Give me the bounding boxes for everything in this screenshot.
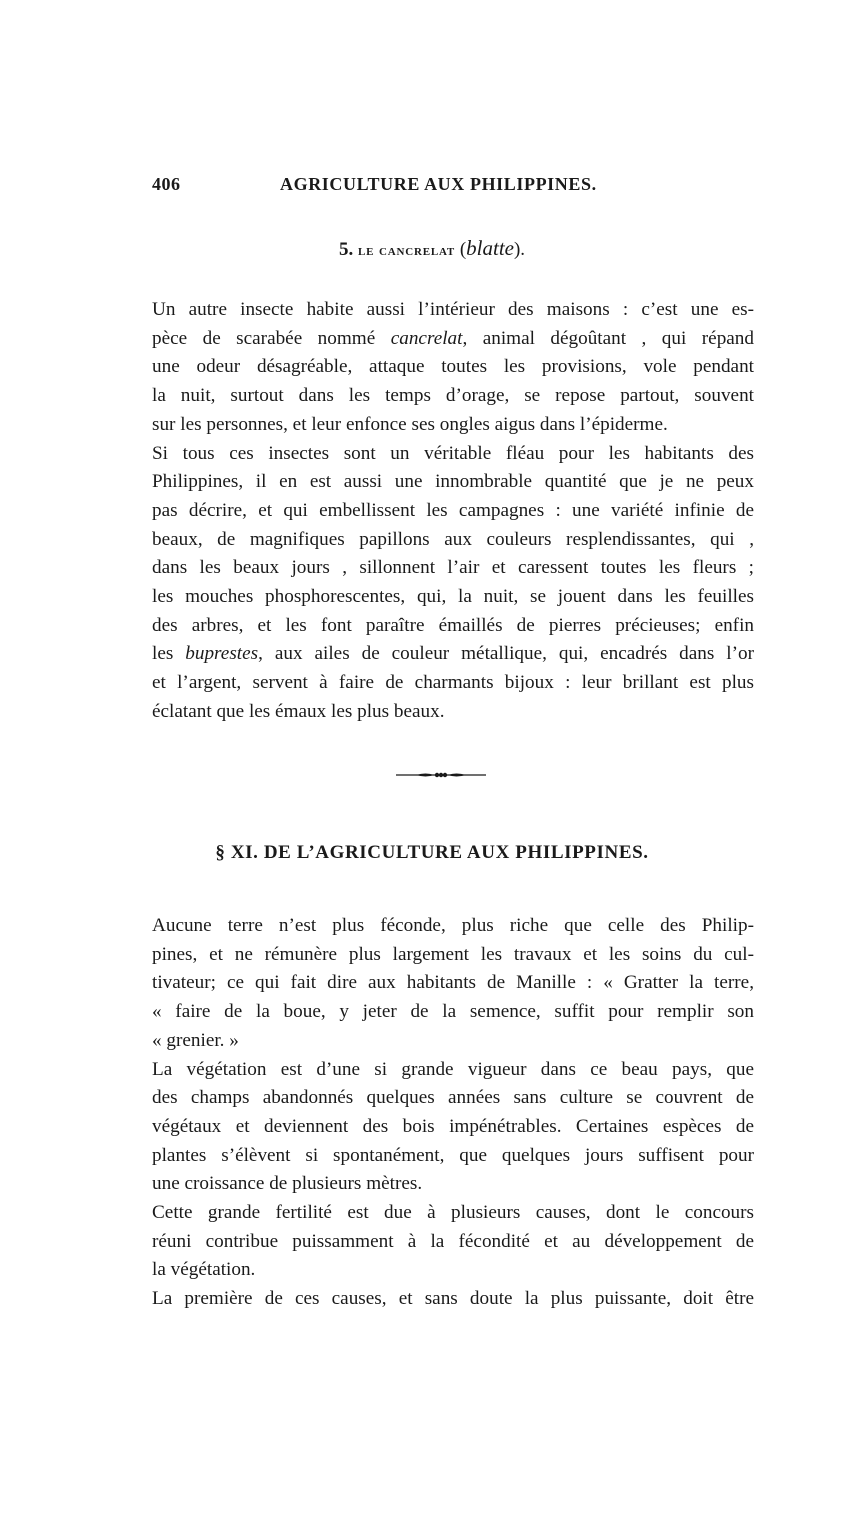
text-line: « grenier. » (152, 1029, 239, 1051)
page-number: 406 (152, 174, 181, 194)
text-line: une croissance de plusieurs mètres. (152, 1173, 423, 1195)
text-line: éclatant que les émaux les plus beaux. (152, 700, 445, 722)
paren-close: ). (513, 239, 526, 260)
text-run: les (152, 643, 186, 665)
subsection-number: 5. (338, 239, 354, 260)
text-line: La première de ces causes, et sans doute la plus puissante, doit être (152, 1288, 754, 1310)
text-line: pines, et ne rémunère plus largement les travaux et les soins du cul- (152, 943, 754, 965)
text-line: des champs abandonnés quelques années sans culture se couvrent de (152, 1087, 754, 1109)
paren-open: ( (459, 239, 467, 260)
text-line: Aucune terre n’est plus féconde, plus riche que celle des Philip- (152, 915, 754, 936)
text-line: végétaux et deviennent des bois impénétrables. Certaines espèces de (152, 1115, 754, 1137)
text-line: une odeur désagréable, attaque toutes les provisions, vole pendant (152, 356, 754, 378)
text-line: des arbres, et les font paraître émaillés de pierres précieuses; enfin (152, 614, 754, 636)
text-line: Cette grande fertilité est due à plusieurs causes, dont le concours (152, 1202, 754, 1224)
text-line: les mouches phosphorescentes, qui, la nuit, se jouent dans les feuilles (152, 586, 754, 608)
text-line: sur les personnes, et leur enfonce ses ongles aigus dans l’épiderme. (152, 413, 668, 435)
text-line: La végétation est d’une si grande vigueur dans ce beau pays, que (152, 1058, 754, 1080)
italic-term: buprestes (185, 643, 259, 665)
running-head (152, 174, 752, 198)
subsection-title-italic: blatte (466, 236, 514, 260)
text-line: beaux, de magnifiques papillons aux couleurs resplendissantes, qui , (152, 528, 754, 550)
typographic-ornament-icon (396, 770, 486, 780)
italic-term: cancrelat (390, 327, 463, 349)
text-line: Si tous ces insectes sont un véritable fléau pour les habitants des (152, 442, 754, 464)
text-line: Philippines, il en est aussi une innombrable quantité que je ne peux (152, 471, 754, 493)
text-run: , animal dégoûtant , qui répand (462, 327, 754, 349)
text-line: la nuit, surtout dans les temps d’orage, se repose partout, souvent (152, 385, 754, 407)
text-line: tivateur; ce qui fait dire aux habitants de Manille : « Gratter la terre, (152, 972, 754, 994)
text-line: pas décrire, et qui embellissent les campagnes : une variété infinie de (152, 499, 754, 521)
section-heading: § XI. DE L’AGRICULTURE AUX PHILIPPINES. (215, 842, 649, 863)
subsection-title-text: le cancrelat (357, 242, 456, 259)
text-line: plantes s’élèvent si spontanément, que quelques jours suffisent pour (152, 1144, 754, 1166)
text-line: Un autre insecte habite aussi l’intérieur des maisons : c’est une es- (152, 299, 754, 320)
text-run: , aux ailes de couleur métallique, qui, encadrés dans l’or (258, 643, 754, 665)
text-line: réuni contribue puissamment à la fécondité et au développement de (152, 1230, 754, 1252)
text-line: « faire de la boue, y jeter de la semence, suffit pour remplir son (152, 1001, 754, 1023)
section-two-text (152, 912, 754, 1314)
text-line (152, 640, 754, 669)
text-run: pèce de scarabée nommé (152, 327, 391, 349)
text-line: la végétation. (152, 1259, 256, 1281)
text-line (152, 325, 754, 354)
section-one-text (152, 296, 754, 727)
running-title: AGRICULTURE AUX PHILIPPINES. (280, 174, 597, 194)
text-line: dans les beaux jours , sillonnent l’air et caressent toutes les fleurs ; (152, 557, 754, 579)
text-line: et l’argent, servent à faire de charmants bijoux : leur brillant est plus (152, 672, 754, 694)
subsection-title (0, 236, 864, 261)
